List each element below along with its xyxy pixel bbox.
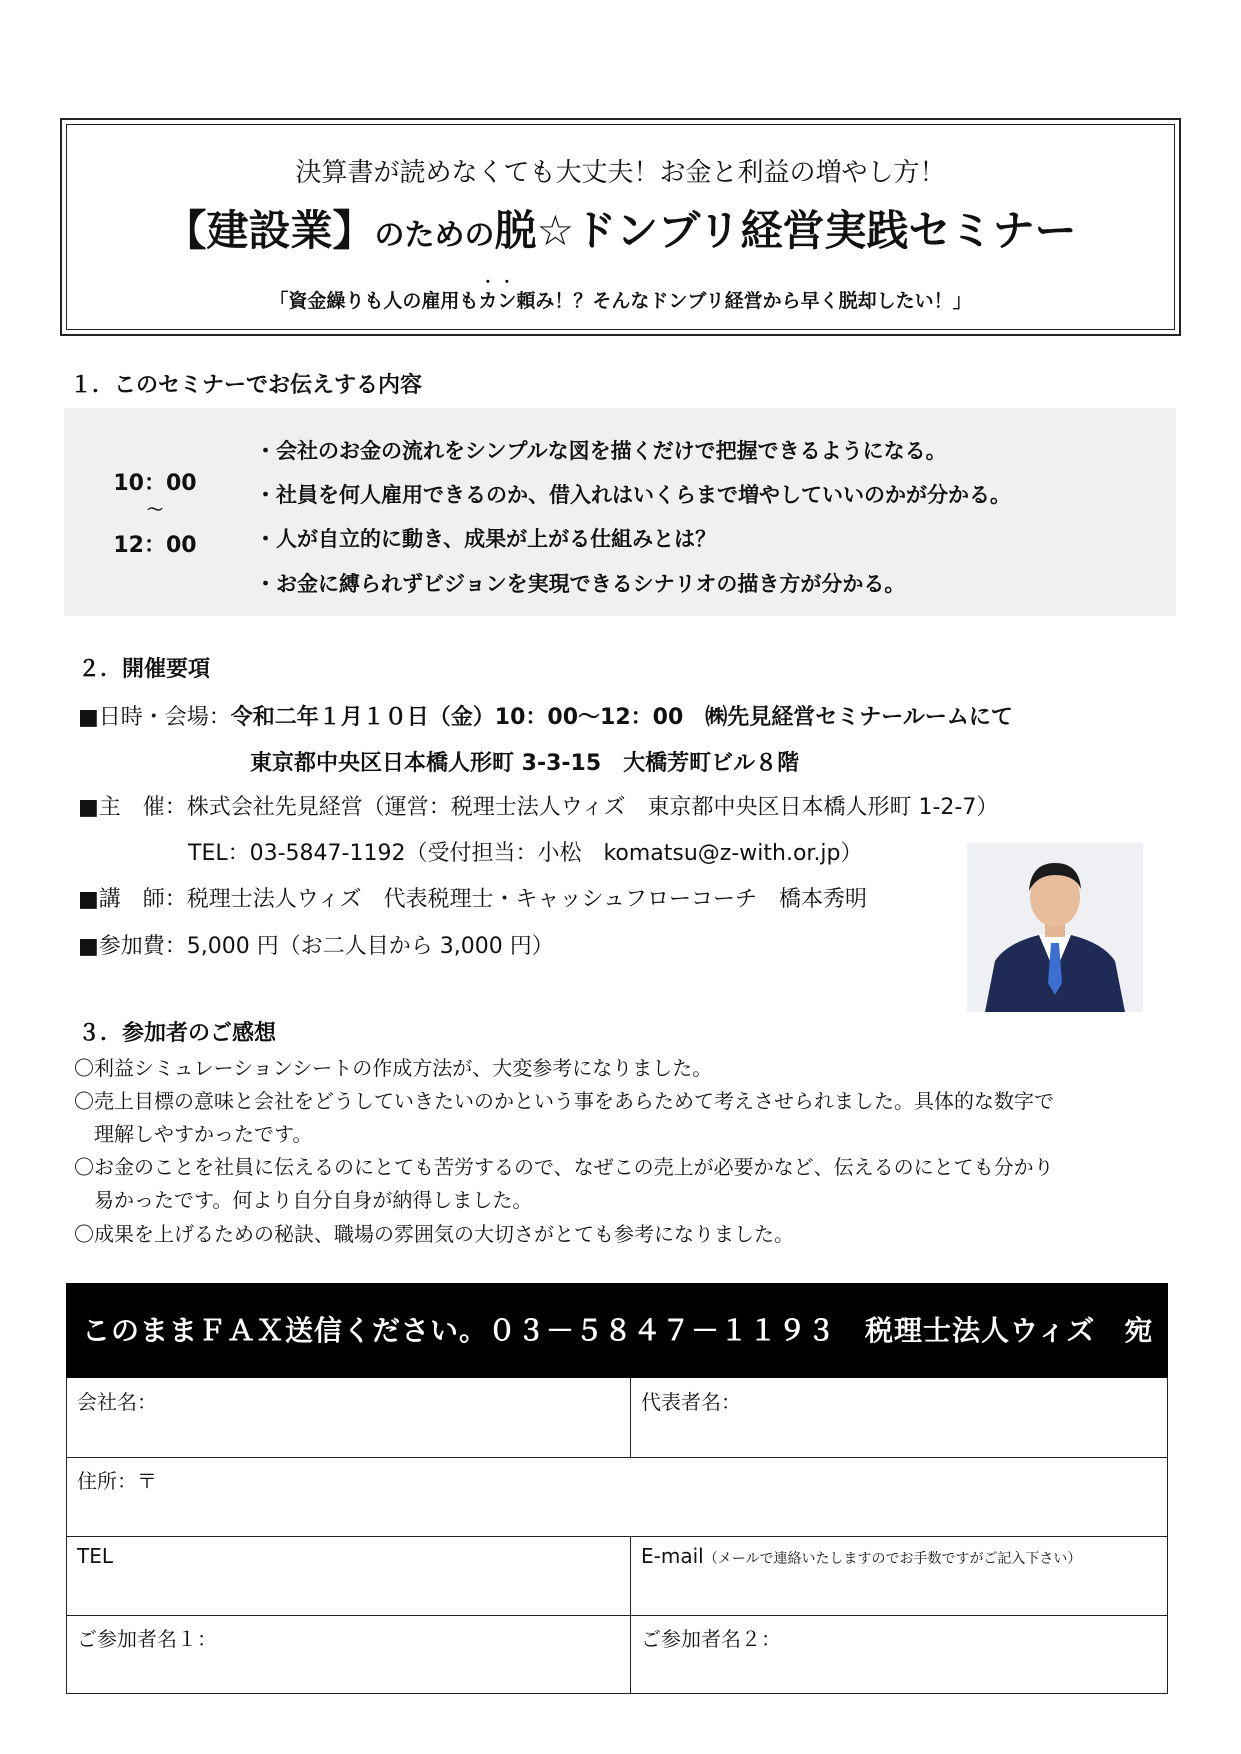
fee-value: 5,000 円（お二人目から 3,000 円） [186, 934, 554, 959]
tagline-pre: 「資金繰りも人の雇用も [269, 290, 479, 312]
address-label: 住所：〒 [77, 1469, 157, 1493]
lecturer-photo [967, 843, 1143, 1012]
seminar-tagline [0, 286, 1241, 313]
content-bullet: ・会社のお金の流れをシンプルな図を描くだけで把握できるようになる。 [255, 439, 947, 463]
form-divider [67, 1615, 1167, 1616]
time-end: 12：00 [113, 533, 197, 558]
company-name-label: 会社名： [77, 1390, 157, 1414]
testimonial: 理解しやすかったです。 [74, 1122, 313, 1146]
testimonial: 〇売上目標の意味と会社をどうしていきたいのかという事をあらためて考えさせられました。具体的な数字で [74, 1089, 1054, 1113]
title-main: 脱☆ドンブリ経営実践セミナー [494, 206, 1077, 255]
section3-heading: ３．参加者のご感想 [78, 1021, 277, 1046]
testimonial: 〇お金のことを社員に伝えるのにとても苦労するので、なぜこの売上が必要かなど、伝えるのにとても分かり [74, 1155, 1054, 1179]
time-start: 10：00 [113, 471, 197, 496]
content-bullet: ・お金に縛られずビジョンを実現できるシナリオの描き方が分かる。 [255, 572, 906, 596]
participant2-label: ご参加者名２： [641, 1627, 781, 1651]
address-field[interactable] [77, 1465, 1157, 1535]
email-note: （メールで連絡いたしますのでお手数ですがご記入下さい） [703, 1551, 1082, 1567]
title-industry: 【建設業】 [164, 206, 375, 255]
lecturer-portrait-icon [967, 843, 1143, 1012]
email-field[interactable] [641, 1544, 1166, 1614]
participant1-label: ご参加者名１： [77, 1627, 217, 1651]
form-divider [67, 1536, 1167, 1537]
tagline-post: 頼み！？そんなドンブリ経営から早く脱却したい！」 [516, 290, 972, 312]
company-name-field[interactable] [77, 1386, 627, 1456]
content-bullet: ・社員を何人雇用できるのか、借入れはいくらまで増やしていいのかが分かる。 [255, 483, 1011, 507]
lecturer-row [78, 882, 867, 913]
host-value: 株式会社先見経営（運営：税理士法人ウィズ 東京都中央区日本橋人形町 1-2-7） [186, 795, 999, 820]
tagline-emphasis-ka: ・ カ [478, 290, 497, 312]
lecturer-value: 税理士法人ウィズ 代表税理士・キャッシュフローコーチ 橋本秀明 [186, 887, 868, 912]
participant1-field[interactable] [77, 1623, 627, 1693]
tel-field[interactable] [77, 1544, 627, 1614]
testimonial: 〇利益シミュレーションシートの作成方法が、大変参考になりました。 [74, 1056, 713, 1080]
host-label: ■主 催： [78, 795, 187, 820]
form-divider-vertical [630, 1536, 631, 1694]
tel-label: TEL [77, 1544, 113, 1568]
tagline-emphasis-n: ・ ン [497, 290, 516, 312]
event-date-row [78, 700, 1013, 731]
fee-row [78, 929, 554, 960]
section1-heading: １．このセミナーでお伝えする内容 [70, 373, 423, 398]
date-value: 令和二年１月１０日（金）10：00～12：00 ㈱先見経営セミナールームにて [230, 705, 1013, 730]
seminar-subtitle: 決算書が読めなくても大丈夫！お金と利益の増やし方！ [295, 158, 946, 188]
time-separator: ～ [146, 500, 163, 519]
contact-tel: TEL：03-5847-1192（受付担当：小松 komatsu@z-with.or.jp） [188, 841, 863, 866]
fax-header: このままＦＡＸ送信ください。０３－５８４７－１１９３ 税理士法人ウィズ 宛 [66, 1283, 1168, 1378]
testimonial: 〇成果を上げるための秘訣、職場の雰囲気の大切さがとても参考になりました。 [74, 1222, 794, 1246]
representative-field[interactable] [641, 1386, 1161, 1456]
registration-form [66, 1378, 1168, 1694]
lecturer-label: ■講 師： [78, 887, 187, 912]
title-connector: のための [374, 218, 495, 253]
seminar-title [0, 198, 1241, 258]
fee-label: ■参加費： [78, 934, 187, 959]
participant2-field[interactable] [641, 1623, 1161, 1693]
content-bullet: ・人が自立的に動き、成果が上がる仕組みとは？ [255, 527, 717, 551]
form-divider-vertical [630, 1378, 631, 1457]
form-divider [67, 1457, 1167, 1458]
email-label: E-mail [641, 1544, 704, 1568]
date-label: ■日時・会場： [78, 705, 231, 730]
venue-address: 東京都中央区日本橋人形町 3-3-15 大橋芳町ビル８階 [250, 751, 800, 776]
organizer-row [78, 790, 998, 821]
section2-heading: ２．開催要項 [78, 657, 211, 682]
testimonial: 易かったです。何より自分自身が納得しました。 [74, 1188, 533, 1212]
representative-label: 代表者名： [641, 1390, 741, 1414]
